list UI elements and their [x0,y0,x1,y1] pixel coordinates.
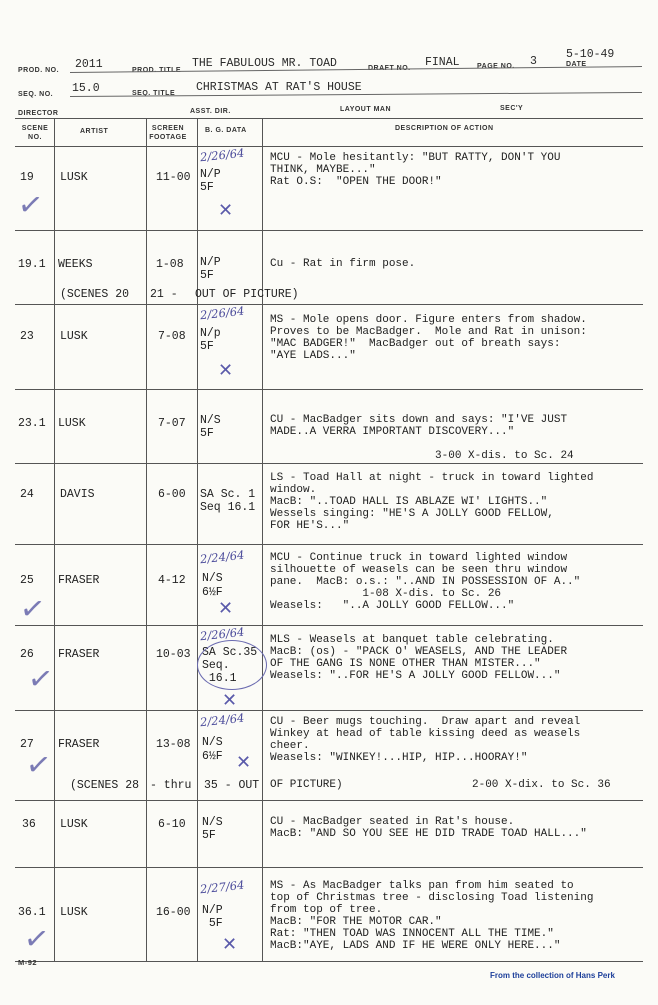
out-of-picture-note: 21 - [150,288,178,301]
description: MCU - Mole hesitantly: "BUT RATTY, DON'T YOU THINK, MAYBE..." Rat O.S: "OPEN THE DOOR!" [270,152,561,188]
row-rule [15,463,643,464]
x-mark-icon: ✕ [222,934,238,955]
bg-date: 2/26/64 [199,145,245,165]
header-bottom-rule [15,146,643,147]
prod-no-label: PROD. NO. [18,67,60,74]
director-label: DIRECTOR [18,110,59,117]
col-screen-footage: SCREEN FOOTAGE [149,125,187,141]
footage: 4-12 [158,574,186,587]
date: 5-10-49 [566,48,615,61]
check-mark-icon: ✓ [21,920,52,959]
bg-date: 2/24/64 [199,547,245,567]
footage: 6-10 [158,818,186,831]
scene-no: 23.1 [18,417,46,430]
bg-data: SA Sc.35 Seq. 16.1 [202,646,258,685]
description: CU - Beer mugs touching. Draw apart and reveal Winkey at head of table kissing deed as weasels cheer. Weasels: "WINKEY!...HIP, HIP...HOORAY!" [270,716,581,764]
scene-no: 26 [20,648,34,661]
row-rule [15,710,643,711]
bg-data: N/P 5F [200,256,221,282]
artist: FRASER [58,574,100,587]
col-divider-1 [54,118,55,961]
footage: 1-08 [156,258,184,271]
col-divider-2 [146,118,147,961]
footage: 6-00 [158,488,186,501]
prod-title-label: PROD. TITLE [132,67,182,74]
out-of-picture-note: (SCENES 20 [60,288,130,301]
bg-data: N/S 5F [200,414,221,440]
artist: LUSK [60,330,88,343]
col-description: DESCRIPTION OF ACTION [395,125,494,132]
check-mark-icon: ✓ [25,660,56,699]
draft-no: FINAL [425,56,460,69]
artist: LUSK [60,818,88,831]
seq-title: CHRISTMAS AT RAT'S HOUSE [196,81,362,94]
scene-no: 27 [20,738,34,751]
out-of-picture-note: - thru [150,779,192,792]
bg-date: 2/26/64 [199,624,245,644]
x-dis-note: 2-00 X-dix. to Sc. 36 [472,779,611,791]
artist: DAVIS [60,488,95,501]
row-rule [15,800,643,801]
bg-data: N/P 5F [200,168,221,194]
artist: FRASER [58,648,100,661]
col-scene-no: SCENE NO. [21,125,49,141]
bg-date: 2/27/64 [199,877,245,897]
x-mark-icon: ✕ [222,690,238,711]
collection-credit: From the collection of Hans Perk [490,971,615,980]
row-rule [15,625,643,626]
scene-no: 19.1 [18,258,46,271]
x-mark-icon: ✕ [218,200,234,221]
description: Cu - Rat in firm pose. [270,258,416,270]
prod-no: 2011 [75,58,103,71]
layout-man-label: LAYOUT MAN [340,106,392,113]
scene-no: 19 [20,171,34,184]
seq-no: 15.0 [72,82,100,95]
footage: 7-08 [158,330,186,343]
bg-date: 2/26/64 [199,303,245,323]
row-rule [15,304,643,305]
x-mark-icon: ✕ [218,598,234,619]
bg-data: N/S 6½F [202,572,223,599]
description: MS - As MacBadger talks pan from him seated to top of Christmas tree - disclosing Toad listening from top of tree. MacB: "FOR THE MOTOR CAR." Rat: "THEN TOAD WAS INNOCENT ALL THE TIME." MacB:"AYE, LADS AND IF HE WERE ONLY HERE..." [270,880,594,952]
col-bg-data: B. G. DATA [205,127,247,134]
scene-no: 25 [20,574,34,587]
draft-no-label: DRAFT NO. [368,65,411,72]
out-of-picture-note: OF PICTURE) [270,779,343,791]
page-no-label: PAGE NO. [477,63,515,70]
scene-no: 36.1 [18,906,46,919]
bg-data: N/p 5F [200,327,221,353]
check-mark-icon: ✓ [15,186,46,225]
seq-title-label: SEQ. TITLE [132,90,176,97]
bg-data: SA Sc. 1 Seq 16.1 [200,488,256,514]
description: LS - Toad Hall at night - truck in toward lighted window. MacB: "..TOAD HALL IS ABLAZE WI' LIGHTS.." Wessels singing: "HE'S A JOLLY GOOD FELLOW, FOR HE'S..." [270,472,594,532]
check-mark-icon: ✓ [23,746,54,785]
out-of-picture-note: (SCENES 28 [70,779,140,792]
artist: FRASER [58,738,100,751]
row-rule [15,230,643,231]
bg-date: 2/24/64 [199,710,245,730]
row-rule [15,389,643,390]
scene-no: 23 [20,330,34,343]
footage: 7-07 [158,417,186,430]
artist: LUSK [58,417,86,430]
table-top-rule [15,118,643,119]
x-mark-icon: ✕ [236,752,252,773]
form-number: M-92 [18,958,38,967]
bg-data: N/P 5F [202,904,223,930]
footage: 13-08 [156,738,191,751]
artist: LUSK [60,906,88,919]
circle-annotation [197,640,267,690]
secy-label: SEC'Y [500,105,524,112]
row-rule [15,867,643,868]
row-rule [15,544,643,545]
description: MLS - Weasels at banquet table celebrating. MacB: (os) - "PACK O' WEASELS, AND THE LEADER OF THE GANG IS NONE OTHER THAN MISTER..." Weasels: "..FOR HE'S A JOLLY GOOD FELLOW..." [270,634,568,682]
bg-data: N/S 5F [202,816,223,842]
description: MCU - Continue truck in toward lighted window silhouette of weasels can be seen thru window pane. MacB: o.s.: "..AND IN POSSESSION OF A.." 1-08 X-dis. to Sc. 26 Weasels: "..A JOLLY GOOD FELLOW..." [270,552,581,612]
col-artist: ARTIST [80,128,109,135]
col-divider-4 [262,118,263,961]
out-of-picture-note: OUT OF PICTURE) [195,288,299,301]
artist: WEEKS [58,258,93,271]
table-bottom-rule [15,961,643,962]
footage: 16-00 [156,906,191,919]
scene-no: 24 [20,488,34,501]
x-mark-icon: ✕ [218,360,234,381]
seq-no-label: SEQ. NO. [18,91,54,98]
description: CU - MacBadger sits down and says: "I'VE JUST MADE..A VERRA IMPORTANT DISCOVERY..." 3-00 X-dis. to Sc. 24 [270,414,574,462]
date-label: DATE [566,61,587,68]
footage: 11-00 [156,171,191,184]
scene-no: 36 [22,818,36,831]
asst-dir-label: ASST. DIR. [190,108,231,115]
artist: LUSK [60,171,88,184]
footage: 10-03 [156,648,191,661]
check-mark-icon: ✓ [17,590,48,629]
col-divider-3 [197,118,198,961]
description: MS - Mole opens door. Figure enters from shadow. Proves to be MacBadger. Mole and Rat in unison: "MAC BADGER!" MacBadger out of breath says: "AYE LADS..." [270,314,587,362]
prod-title: THE FABULOUS MR. TOAD [192,57,337,70]
bg-data: N/S 6½F [202,736,223,763]
page-no: 3 [530,55,537,68]
description: CU - MacBadger seated in Rat's house. MacB: "AND SO YOU SEE HE DID TRADE TOAD HALL..." [270,816,587,840]
out-of-picture-note: 35 - OUT [204,779,260,792]
